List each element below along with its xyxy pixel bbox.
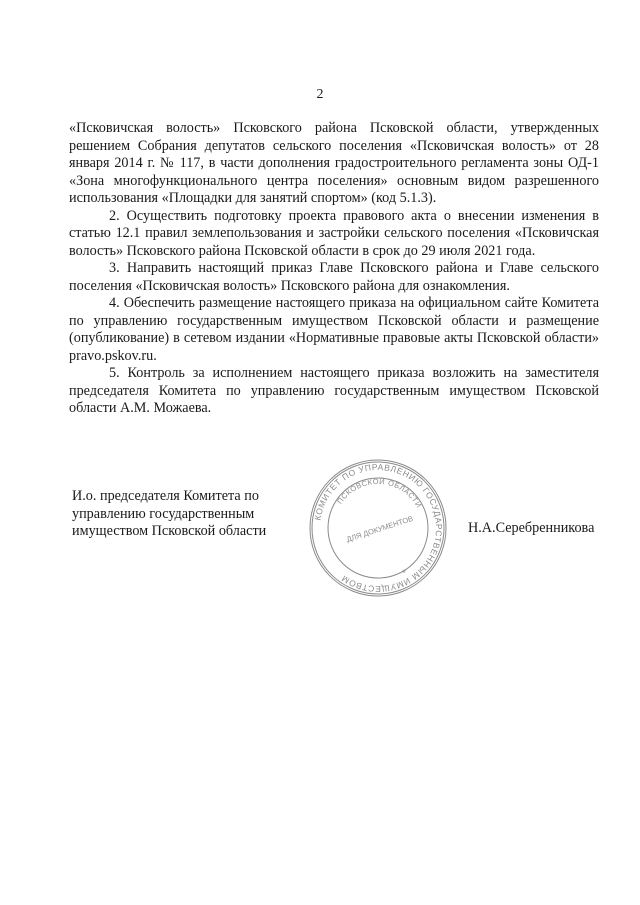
- seal-star: *: [402, 568, 406, 578]
- signatory-title: [72, 488, 302, 541]
- paragraph-item-4: 4. Обеспечить размещение настоящего приказа на официальном сайте Комитета по управлению государственным имуществом Псковской области и размещение (опубликование) в сетевом издании «Нормативные правовые акты Псковской области» pravo.pskov.ru.: [69, 295, 599, 364]
- seal-outer-text: КОМИТЕТ ПО УПРАВЛЕНИЮ ГОСУДАРСТВЕННЫМ ИМУЩЕСТВОМ: [312, 461, 445, 595]
- page-number: 2: [316, 87, 324, 102]
- official-seal-stamp: [308, 458, 448, 598]
- paragraph-item-3: 3. Направить настоящий приказ Главе Псковского района и Главе сельского поселения «Псковичская волость» Псковского района для ознакомления.: [69, 260, 599, 294]
- signatory-name: Н.А.Серебренникова: [468, 520, 595, 536]
- seal-inner-text: ПСКОВСКОЙ ОБЛАСТИ: [335, 476, 424, 510]
- document-body: [69, 120, 599, 418]
- paragraph-item-5: 5. Контроль за исполнением настоящего приказа возложить на заместителя председателя Комитета по управлению государственным имуществом Псковской области А.М. Можаева.: [69, 365, 599, 416]
- paragraph-continuation: «Псковичская волость» Псковского района Псковской области, утвержденных решением Собрания депутатов сельского поселения «Псковичская волость» от 28 января 2014 г. № 117, в части дополнения градостроительного регламента зоны ОД-1 «Зона многофункционального центра поселения» основным видом разрешенного использования «Площадки для занятий спортом» (код 5.1.3).: [69, 120, 599, 206]
- signatory-title-line: имуществом Псковской области: [72, 523, 267, 539]
- paragraph-item-2: 2. Осуществить подготовку проекта правового акта о внесении изменения в статью 12.1 правил землепользования и застройки сельского поселения «Псковичская волость» Псковского района Псковской области в срок до 29 июля 2021 года.: [69, 207, 599, 259]
- signatory-title-line: управлению государственным: [72, 505, 255, 522]
- seal-center-text: ДЛЯ ДОКУМЕНТОВ: [345, 513, 415, 544]
- signatory-title-line: И.о. председателя Комитета по: [72, 488, 259, 504]
